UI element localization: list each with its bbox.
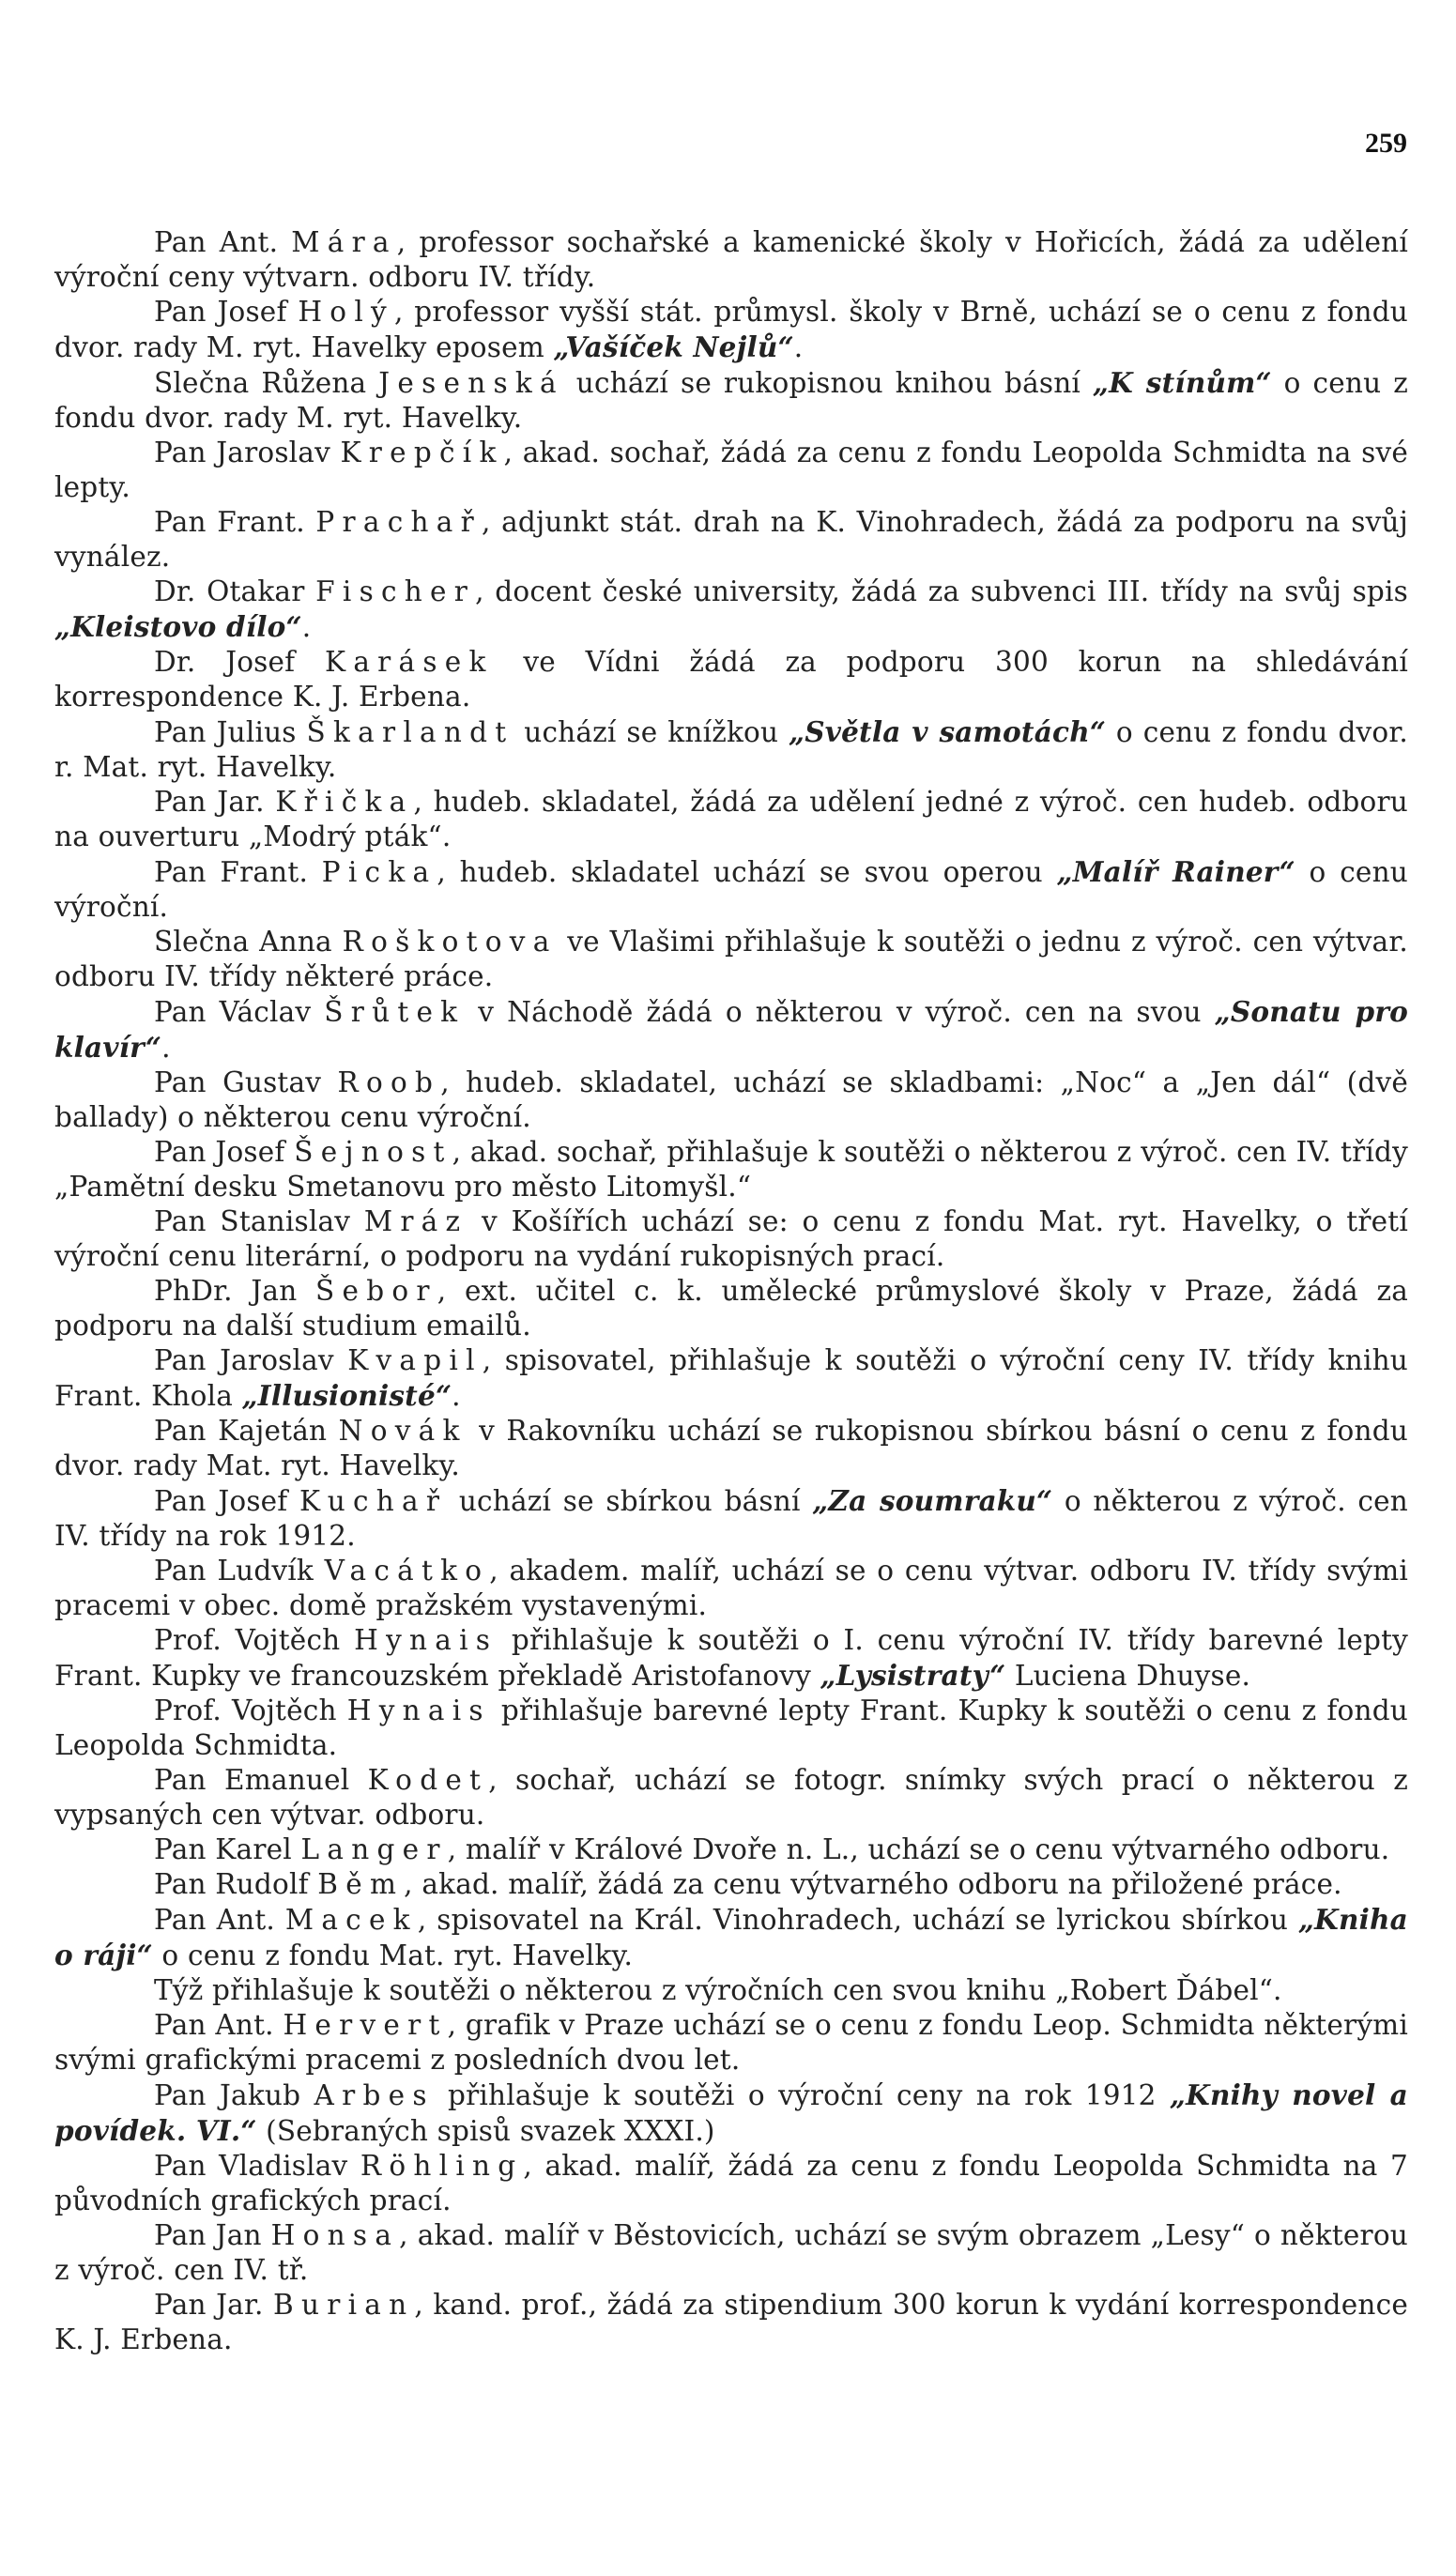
text: Pan Jar. [154, 786, 276, 818]
person-name: Röhling [360, 2150, 524, 2182]
work-title: „Vašíček Nejlů“ [553, 330, 794, 363]
person-name: Křička [275, 786, 414, 818]
text: (Sebraných spisů svazek XXXI.) [256, 2115, 715, 2147]
paragraph [54, 365, 1408, 436]
text: , professor sochařské a kamenické školy v Hořicích, žádá za udělení výroční ceny výtvarn. odboru IV. třídy. [54, 226, 1408, 293]
text: , sochař, uchází se fotogr. snímky svých prací o některou z vypsaných cen výtvar. odboru. [54, 1764, 1408, 1831]
text: Pan Josef [154, 296, 299, 328]
text: o cenu z fondu Mat. ryt. Havelky. [152, 1940, 634, 1971]
text: Prof. Vojtěch [154, 1694, 347, 1726]
person-name: Hynais [346, 1694, 491, 1726]
text: , spisovatel na Král. Vinohradech, uchází se lyrickou sbírkou [417, 1904, 1298, 1936]
text: Pan Julius [154, 716, 307, 748]
text: přihlašuje k soutěži o výroční ceny na rok 1912 [434, 2079, 1170, 2111]
text: , hudeb. skladatel, žádá za udělení jedné z výroč. cen hudeb. odboru na ouverturu „Modrý pták“. [54, 786, 1408, 852]
paragraph [54, 645, 1408, 714]
person-name: Škarlandt [306, 716, 514, 748]
text: Pan Josef [154, 1136, 295, 1168]
text: v Košířích uchází se: o cenu z fondu Mat. ryt. Havelky, o třetí výroční cenu literární, o podporu na vydání rukopisných prací. [54, 1205, 1408, 1272]
person-name: Roškotova [342, 926, 558, 958]
paragraph [54, 714, 1408, 785]
work-title: „Knihy novel a povídek. VI.“ [54, 2078, 1408, 2147]
person-name: Prachař [315, 506, 482, 538]
text: Pan Václav [154, 996, 325, 1028]
paragraph [54, 1973, 1408, 2008]
paragraph [54, 1135, 1408, 1204]
text: . [301, 611, 312, 643]
text: přihlašuje barevné lepty Frant. Kupky k soutěži o cenu z fondu Leopolda Schmidta. [54, 1694, 1408, 1761]
text: o cenu výroční. [54, 856, 1408, 923]
work-title: „K stínům“ [1092, 366, 1272, 399]
person-name: Vacátko [324, 1555, 490, 1587]
paragraph [54, 2218, 1408, 2288]
person-name: Kvapil [347, 1344, 483, 1376]
paragraph [54, 505, 1408, 575]
work-title: „Kniha o ráji“ [54, 1903, 1408, 1971]
text: Pan Stanislav [154, 1205, 364, 1237]
text: . [452, 1380, 461, 1412]
text: Pan Jan [154, 2219, 271, 2251]
text: . [793, 331, 804, 363]
work-title: „Illusionisté“ [241, 1379, 452, 1412]
paragraph [54, 436, 1408, 505]
text: uchází se rukopisnou knihou básní [563, 367, 1093, 399]
person-name: Honsa [270, 2219, 400, 2251]
text: Pan Ludvík [154, 1555, 325, 1587]
paragraph [54, 1343, 1408, 1414]
paragraph [54, 1066, 1408, 1135]
text: Pan Ant. [154, 226, 292, 258]
text: , hudeb. skladatel uchází se svou operou [437, 856, 1057, 888]
person-name: Novák [338, 1415, 467, 1447]
text: Pan Emanuel [154, 1764, 368, 1796]
text: Pan Rudolf [154, 1868, 318, 1900]
text: v Rakovníku uchází se rukopisnou sbírkou básní o cenu z fondu dvor. rady Mat. ryt. Havelky. [54, 1415, 1408, 1481]
work-title: „Za soumraku“ [812, 1484, 1053, 1517]
person-name: Roob [337, 1066, 441, 1098]
paragraph [54, 854, 1408, 925]
paragraph [54, 2149, 1408, 2218]
text: , spisovatel, přihlašuje k soutěži o výroční ceny IV. třídy knihu Frant. Khola [54, 1344, 1408, 1412]
paragraph [54, 1763, 1408, 1832]
paragraph [54, 1414, 1408, 1483]
text: o cenu z fondu dvor. r. Mat. ryt. Havelky. [54, 716, 1408, 783]
person-name: Karásek [325, 646, 494, 678]
text: , akad. sochař, přihlašuje k soutěži o některou z výroč. cen IV. třídy „Pamětní desku Smetanovu pro město Litomyšl.“ [54, 1136, 1408, 1203]
text: Pan Jar. [154, 2289, 274, 2321]
person-name: Holý [298, 296, 394, 328]
person-name: Langer [300, 1833, 448, 1865]
person-name: Šejnost [294, 1136, 452, 1168]
document-body [54, 225, 1408, 2357]
text: Slečna Anna [154, 926, 343, 958]
text: Pan Karel [154, 1833, 301, 1865]
paragraph [54, 1483, 1408, 1554]
person-name: Běm [317, 1868, 405, 1900]
text: , akad. malíř v Běstovicích, uchází se svým obrazem „Lesy“ o některou z výroč. cen IV. tř. [54, 2219, 1408, 2286]
paragraph [54, 1554, 1408, 1623]
text: Pan Vladislav [154, 2150, 360, 2182]
paragraph [54, 2008, 1408, 2078]
person-name: Kodet [367, 1764, 489, 1796]
text: Pan Ant. [154, 1904, 285, 1936]
work-title: „Kleistovo dílo“ [54, 610, 302, 643]
text: Pan Jakub [154, 2079, 314, 2111]
text: PhDr. Jan [154, 1275, 316, 1307]
text: , ext. učitel c. k. umělecké průmyslové školy v Praze, žádá za podporu na další studium emailů. [54, 1275, 1408, 1342]
text: ve Vídni žádá za podporu 300 korun na shledávání korrespondence K. J. Erbena. [54, 646, 1409, 713]
paragraph [54, 925, 1408, 994]
text: , hudeb. skladatel, uchází se skladbami: „Noc“ a „Jen dál“ (dvě ballady) o některou cenu výroční. [54, 1066, 1408, 1133]
person-name: Burian [273, 2289, 415, 2321]
person-name: Picka [321, 856, 437, 888]
paragraph [54, 994, 1408, 1066]
text: uchází se knížkou [513, 716, 789, 748]
paragraph [54, 1867, 1408, 1902]
text: , kand. prof., žádá za stipendium 300 korun k vydání korrespondence K. J. Erbena. [54, 2289, 1408, 2355]
person-name: Mráz [363, 1205, 468, 1237]
paragraph [54, 2288, 1408, 2357]
text: , grafik v Praze uchází se o cenu z fondu Leop. Schmidta některými svými grafickými pracemi z posledních dvou let. [54, 2009, 1408, 2076]
person-name: Šrůtek [324, 996, 466, 1028]
paragraph [54, 1832, 1408, 1867]
text: , akadem. malíř, uchází se o cenu výtvar. odboru IV. třídy svými pracemi v obec. domě pražském vystavenými. [54, 1555, 1409, 1621]
person-name: Arbes [314, 2079, 435, 2111]
paragraph [54, 1274, 1408, 1343]
text: , docent české university, žádá za subvenci III. třídy na svůj spis [475, 575, 1408, 607]
paragraph [54, 2078, 1408, 2149]
text: , professor vyšší stát. průmysl. školy v Brně, uchází se o cenu z fondu dvor. rady M. ryt. Havelky eposem [54, 296, 1409, 363]
text: Pan Ant. [154, 2009, 284, 2041]
text: Pan Jaroslav [154, 1344, 348, 1376]
person-name: Hynais [354, 1624, 498, 1656]
text: Pan Frant. [154, 856, 322, 888]
text: . [161, 1032, 171, 1064]
text: Prof. Vojtěch [154, 1624, 355, 1656]
text: v Náchodě žádá o některou v výroč. cen na svou [465, 996, 1215, 1028]
text: , malíř v Králové Dvoře n. L., uchází se o cenu výtvarného odboru. [447, 1833, 1390, 1865]
text: Dr. Otakar [154, 575, 316, 607]
text: ve Vlašimi přihlašuje k soutěži o jednu z výroč. cen výtvar. odboru IV. třídy některé práce. [54, 926, 1408, 992]
paragraph [54, 785, 1408, 854]
page-number: 259 [1365, 128, 1407, 159]
text: Slečna Růžena [154, 367, 379, 399]
paragraph [54, 1204, 1408, 1274]
work-title: „Lysistraty“ [820, 1659, 1006, 1692]
work-title: „Sonatu pro klavír“ [54, 995, 1409, 1064]
person-name: Hervert [283, 2009, 448, 2041]
person-name: Krepčík [340, 437, 504, 468]
text: uchází se sbírkou básní [447, 1485, 813, 1517]
person-name: Kuchař [299, 1485, 448, 1517]
text: Pan Jaroslav [154, 437, 341, 468]
text: , akad. sochař, žádá za cenu z fondu Leopolda Schmidta na své lepty. [54, 437, 1408, 503]
text: , akad. malíř, žádá za cenu z fondu Leopolda Schmidta na 7 původních grafických prací. [54, 2150, 1409, 2216]
text: Luciena Dhuyse. [1005, 1660, 1251, 1692]
text: Pan Frant. [154, 506, 316, 538]
text: Dr. Josef [154, 646, 326, 678]
paragraph [54, 225, 1408, 295]
text: , akad. malíř, žádá za cenu výtvarného odboru na přiložené práce. [404, 1868, 1342, 1900]
text: Pan Gustav [154, 1066, 338, 1098]
person-name: Šebor [315, 1275, 437, 1307]
work-title: „Malíř Rainer“ [1056, 855, 1295, 888]
paragraph [54, 1694, 1408, 1763]
text: , adjunkt stát. drah na K. Vinohradech, žádá za podporu na svůj vynález. [54, 506, 1408, 573]
work-title: „Světla v samotách“ [789, 715, 1107, 748]
text: Pan Kajetán [154, 1415, 339, 1447]
text: o některou z výroč. cen IV. třídy na rok 1912. [54, 1485, 1409, 1552]
text: Pan Josef [154, 1485, 300, 1517]
text: přihlašuje k soutěži o I. cenu výroční IV. třídy barevné lepty Frant. Kupky ve francouzském překladě Aristofanovy [54, 1624, 1408, 1692]
person-name: Macek [284, 1904, 418, 1936]
person-name: Mára [291, 226, 397, 258]
person-name: Jesenská [378, 367, 564, 399]
text: o cenu z fondu dvor. rady M. ryt. Havelky. [54, 367, 1408, 434]
paragraph [54, 1623, 1408, 1694]
paragraph [54, 1902, 1408, 1973]
paragraph [54, 575, 1408, 645]
paragraph [54, 295, 1408, 365]
text: Týž přihlašuje k soutěži o některou z výročních cen svou knihu „Robert Ďábel“. [154, 1974, 1282, 2006]
person-name: Fischer [315, 575, 476, 607]
